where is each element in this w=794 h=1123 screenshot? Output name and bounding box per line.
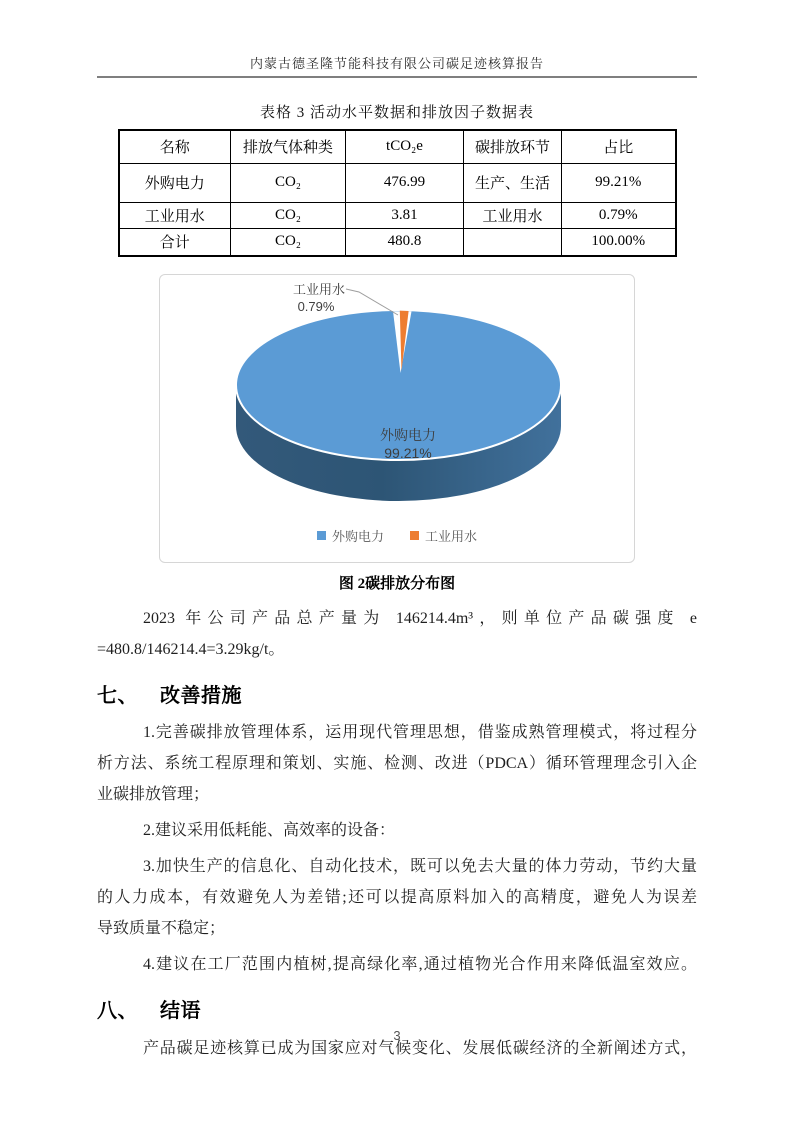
col-header-emission-stage: 碳排放环节 (464, 130, 562, 163)
slice-label-electricity: 外购电力 (380, 427, 436, 443)
cell-tco2e: 480.8 (346, 228, 464, 256)
paragraph-line: 业碳排放管理； (97, 786, 210, 803)
callout-value-water: 0.79% (297, 299, 335, 314)
legend-label: 外购电力 (331, 529, 384, 544)
chart-legend (160, 526, 634, 545)
paragraph-line: 析方法、系统工程原理和策划、实施、检测、改进（PDCA）循环管理理念引入企 (97, 755, 697, 772)
section-title: 结语 (160, 1000, 201, 1022)
measure-item (97, 717, 697, 810)
col-header-name: 名称 (119, 130, 231, 163)
improvement-measures (97, 717, 697, 980)
legend-swatch-orange (410, 531, 419, 540)
pie-chart (160, 275, 634, 562)
cell-share: 99.21% (562, 163, 676, 202)
cell-gas: CO₂ (231, 163, 346, 202)
table-row (119, 202, 676, 228)
measure-item (97, 949, 697, 980)
header-rule (97, 76, 697, 78)
cell-gas: CO₂ (231, 202, 346, 228)
cell-stage: 工业用水 (464, 202, 562, 228)
paragraph-line: 产品碳足迹核算已成为国家应对气候变化、发展低碳经济的全新阐述方式， (143, 1040, 697, 1057)
pie-chart-frame (159, 274, 635, 563)
paragraph-line: 1.完善碳排放管理体系，运用现代管理思想，借鉴成熟管理模式，将过程分 (143, 724, 697, 741)
section-title: 改善措施 (160, 685, 242, 707)
paragraph-line: 4.建议在工厂范围内植树,提高绿化率,通过植物光合作用来降低温室效应。 (143, 956, 697, 973)
cell-name: 外购电力 (119, 163, 231, 202)
cell-name: 合计 (119, 228, 231, 256)
cell-stage: 生产、生活 (464, 163, 562, 202)
table-row (119, 163, 676, 202)
cell-name: 工业用水 (119, 202, 231, 228)
cell-gas: CO₂ (231, 228, 346, 256)
section-heading-conclusion (97, 994, 697, 1023)
measure-item (97, 815, 697, 846)
cell-share: 0.79% (562, 202, 676, 228)
cell-stage (464, 228, 562, 256)
paragraph-line: 3.加快生产的信息化、自动化技术，既可以免去大量的体力劳动，节约大量 (143, 858, 697, 875)
paragraph-line: =480.8/146214.4=3.29kg/t。 (97, 641, 285, 658)
document-header-title: 内蒙古德圣隆节能科技有限公司碳足迹核算报告 (249, 56, 544, 71)
table-header-row (119, 130, 676, 163)
production-paragraph (97, 603, 697, 665)
section-number: 八、 (97, 1000, 138, 1022)
col-header-share: 占比 (562, 130, 676, 163)
col-header-gas-type: 排放气体种类 (231, 130, 346, 163)
col-header-tco2e: tCO₂e (346, 130, 464, 163)
emission-data-table (118, 129, 677, 257)
legend-item-electricity (317, 526, 384, 545)
cell-share: 100.00% (562, 228, 676, 256)
page-number: 3 (393, 1028, 401, 1043)
section-number: 七、 (97, 685, 138, 707)
paragraph-line: 导致质量不稳定； (97, 920, 226, 937)
paragraph-line: 2.建议采用低耗能、高效率的设备： (143, 822, 396, 839)
slice-value-electricity: 99.21% (384, 445, 432, 461)
paragraph-line: 2023 年公司产品总产量为 146214.4m³，则单位产品碳强度 e (143, 610, 697, 627)
section-heading-improvements (97, 679, 697, 708)
cell-tco2e: 476.99 (346, 163, 464, 202)
paragraph-line: 的人力成本，有效避免人为差错;还可以提高原料加入的高精度，避免人为误差 (97, 889, 697, 906)
legend-swatch-blue (317, 531, 326, 540)
figure-caption: 图 2碳排放分布图 (338, 576, 456, 592)
measure-item (97, 851, 697, 944)
cell-tco2e: 3.81 (346, 202, 464, 228)
legend-item-water (410, 526, 477, 545)
legend-label: 工业用水 (425, 529, 478, 544)
callout-label-water: 工业用水 (292, 282, 346, 297)
table-row (119, 228, 676, 256)
table-caption: 表格 3 活动水平数据和排放因子数据表 (259, 105, 534, 121)
